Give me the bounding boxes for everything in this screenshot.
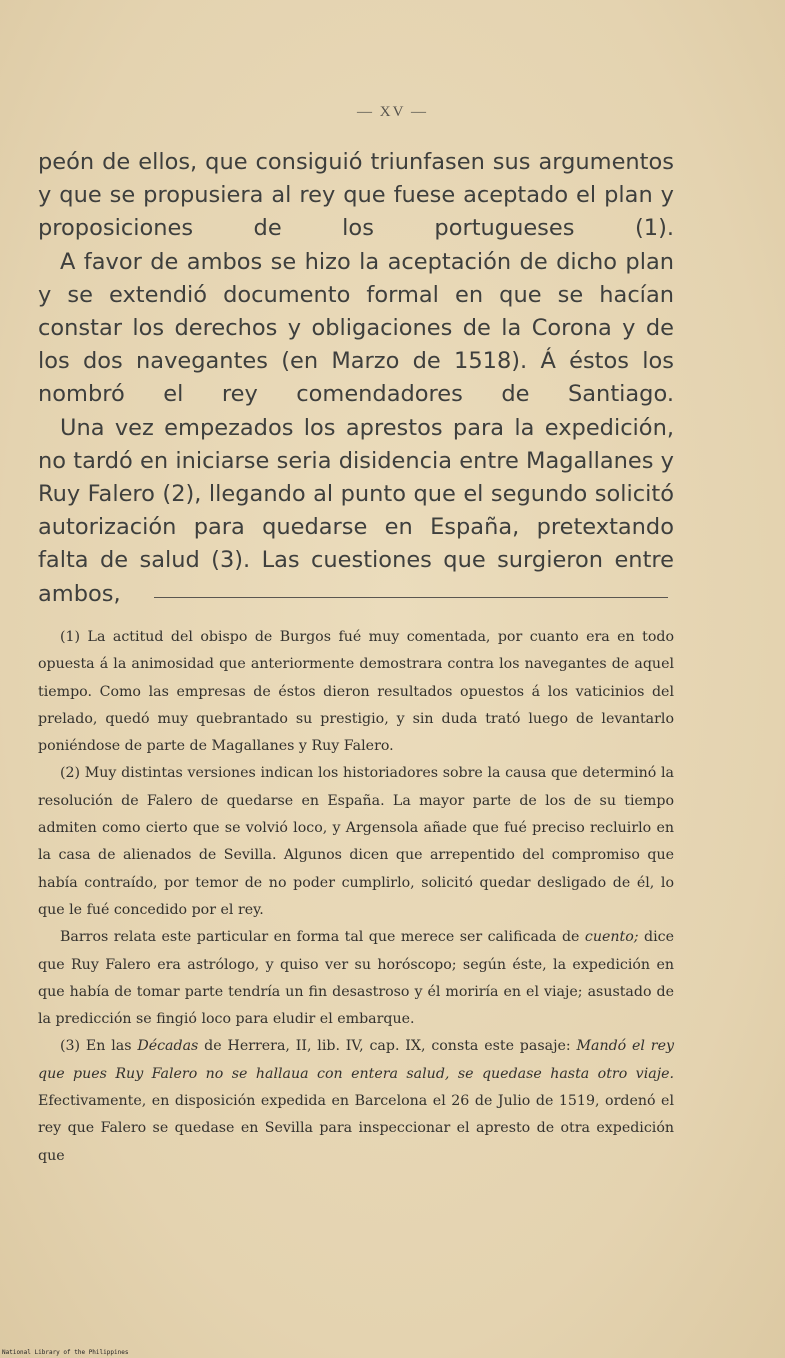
footnote-3 xyxy=(38,1033,674,1169)
footnote-2: (2) Muy distintas versiones indican los historiadores sobre la causa que determinó la resolución de Falero de quedarse en España. La mayor parte de los de su tiempo admiten como cierto que se volvió loco, y Argensola añade que fué preciso recluirlo en la casa de alienados de Sevilla. Algunos dicen que arrepentido del compromiso que había contraído, por temor de no poder cumplirlo, solicitó quedar desligado de él, lo que le fué concedido por el rey. xyxy=(38,765,674,918)
footnote-italic-text: Décadas xyxy=(137,1038,199,1055)
page-number: — XV — xyxy=(357,104,428,120)
footnote-italic-text: cuento; xyxy=(584,929,639,946)
footnote-text: (3) En las xyxy=(60,1038,138,1055)
main-body-text xyxy=(38,146,674,611)
footnotes xyxy=(38,624,674,1170)
body-paragraph: Una vez empezados los aprestos para la expedición, no tardó en iniciarse seria disidencia entre Magallanes y Ruy Falero (2), llegando al punto que el segundo solicitó autorización para quedarse en España, pretextando falta de salud (3). Las cuestiones que surgieron entre ambos, xyxy=(38,414,674,607)
footnote-text: Efectivamente, en disposición expedida en Barcelona el 26 de Julio de 1519, ordenó el rey que Falero se quedase en Sevilla para inspeccionar el apresto de otra expedición que xyxy=(38,1093,674,1164)
footnote-text: Barros relata este particular en forma tal que merece ser calificada de xyxy=(60,929,585,946)
footnote-text: dice que Ruy Falero era astrólogo, y quiso ver su horóscopo; según éste, la expedición en que había de tomar parte tendría un fin desastroso y él moriría en el viaje; asustado de la predicción se fingió loco para eludir el embarque. xyxy=(38,929,674,1028)
footnote-text: de Herrera, II, lib. IV, cap. IX, consta este pasaje: xyxy=(198,1038,577,1055)
footnote-1: (1) La actitud del obispo de Burgos fué muy comentada, por cuanto era en todo opuesta á la animosidad que anteriormente demostrara contra los navegantes de aquel tiempo. Como las empresas de éstos dieron resultados opuestos á los vaticinios del prelado, quedó muy quebrantado su prestigio, y sin duda trató luego de levantarlo poniéndose de parte de Magallanes y Ruy Falero. xyxy=(38,629,674,755)
footnote-italic-quote: Mandó el rey que pues Ruy Falero no se hallaua con entera salud, se quedase hasta otro viaje. xyxy=(38,1038,674,1082)
scan-credit-footer: National Library of the Philippines xyxy=(2,1349,129,1356)
body-paragraph: A favor de ambos se hizo la aceptación de dicho plan y se extendió documento formal en que se hacían constar los derechos y obligaciones de la Corona y de los dos navegantes (en Marzo de 1518). Á éstos los nombró el rey comendadores de Santiago. xyxy=(38,248,674,408)
footnote-separator-rule xyxy=(154,597,668,598)
body-paragraph: peón de ellos, que consiguió triunfasen sus argumentos y que se propusiera al rey que fuese aceptado el plan y proposiciones de los portugueses (1). xyxy=(38,149,674,242)
footnote-2-continuation xyxy=(38,924,674,1033)
